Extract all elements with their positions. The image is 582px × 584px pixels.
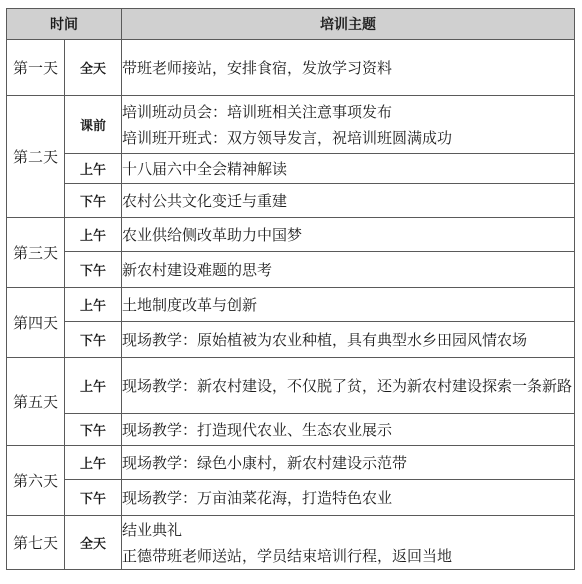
day-4-label: 第四天	[7, 288, 65, 358]
table-row	[7, 414, 575, 446]
table-row	[7, 480, 575, 516]
period-cell: 上午	[65, 154, 122, 184]
topic-line: 现场教学：新农村建设，不仅脱了贫，还为新农村建设探索一条新路	[122, 376, 573, 395]
table-row	[7, 322, 575, 358]
table-row	[7, 252, 575, 288]
topic-cell	[122, 446, 575, 480]
topic-cell	[122, 516, 575, 570]
topic-line: 正德带班老师送站，学员结束培训行程，返回当地	[122, 546, 453, 565]
schedule-body	[7, 40, 575, 570]
topic-cell	[122, 252, 575, 288]
period-cell: 下午	[65, 322, 122, 358]
table-header-row	[7, 9, 575, 40]
topic-cell	[122, 218, 575, 252]
topic-line: 农业供给侧改革助力中国梦	[122, 225, 303, 244]
topic-line: 新农村建设难题的思考	[122, 260, 273, 279]
header-topic: 培训主题	[122, 9, 575, 40]
topic-cell	[122, 154, 575, 184]
period-cell: 课前	[65, 96, 122, 154]
table-row	[7, 184, 575, 218]
topic-line: 培训班动员会：培训班相关注意事项发布	[122, 102, 393, 121]
topic-cell	[122, 40, 575, 96]
period-cell: 上午	[65, 446, 122, 480]
day-7-label: 第七天	[7, 516, 65, 570]
day-5-label: 第五天	[7, 358, 65, 446]
period-cell: 全天	[65, 516, 122, 570]
day-3-label: 第三天	[7, 218, 65, 288]
table-row	[7, 516, 575, 570]
topic-line: 结业典礼	[122, 520, 183, 539]
period-cell: 下午	[65, 414, 122, 446]
table-row	[7, 358, 575, 414]
topic-line: 培训班开班式：双方领导发言，祝培训班圆满成功	[122, 128, 453, 147]
day-1-label: 第一天	[7, 40, 65, 96]
table-row	[7, 218, 575, 252]
day-6-label: 第六天	[7, 446, 65, 516]
period-cell: 下午	[65, 184, 122, 218]
training-schedule-table	[6, 8, 575, 570]
topic-line: 现场教学：打造现代农业、生态农业展示	[122, 420, 393, 439]
topic-line: 现场教学：万亩油菜花海，打造特色农业	[122, 488, 393, 507]
topic-line: 十八届六中全会精神解读	[122, 159, 288, 178]
period-cell: 上午	[65, 358, 122, 414]
topic-line: 带班老师接站，安排食宿，发放学习资料	[122, 58, 393, 77]
topic-cell	[122, 358, 575, 414]
table-row	[7, 96, 575, 154]
topic-cell	[122, 288, 575, 322]
topic-line: 农村公共文化变迁与重建	[122, 191, 288, 210]
topic-cell	[122, 96, 575, 154]
topic-line: 现场教学：原始植被为农业种植，具有典型水乡田园风情农场	[122, 330, 528, 349]
table-row	[7, 288, 575, 322]
topic-cell	[122, 184, 575, 218]
table-row	[7, 446, 575, 480]
topic-line: 土地制度改革与创新	[122, 295, 258, 314]
period-cell: 全天	[65, 40, 122, 96]
period-cell: 下午	[65, 252, 122, 288]
period-cell: 上午	[65, 218, 122, 252]
table-row	[7, 154, 575, 184]
topic-cell	[122, 480, 575, 516]
day-2-label: 第二天	[7, 96, 65, 218]
topic-cell	[122, 322, 575, 358]
topic-cell	[122, 414, 575, 446]
topic-line: 现场教学：绿色小康村，新农村建设示范带	[122, 453, 408, 472]
header-time: 时间	[7, 9, 122, 40]
table-row	[7, 40, 575, 96]
period-cell: 下午	[65, 480, 122, 516]
period-cell: 上午	[65, 288, 122, 322]
